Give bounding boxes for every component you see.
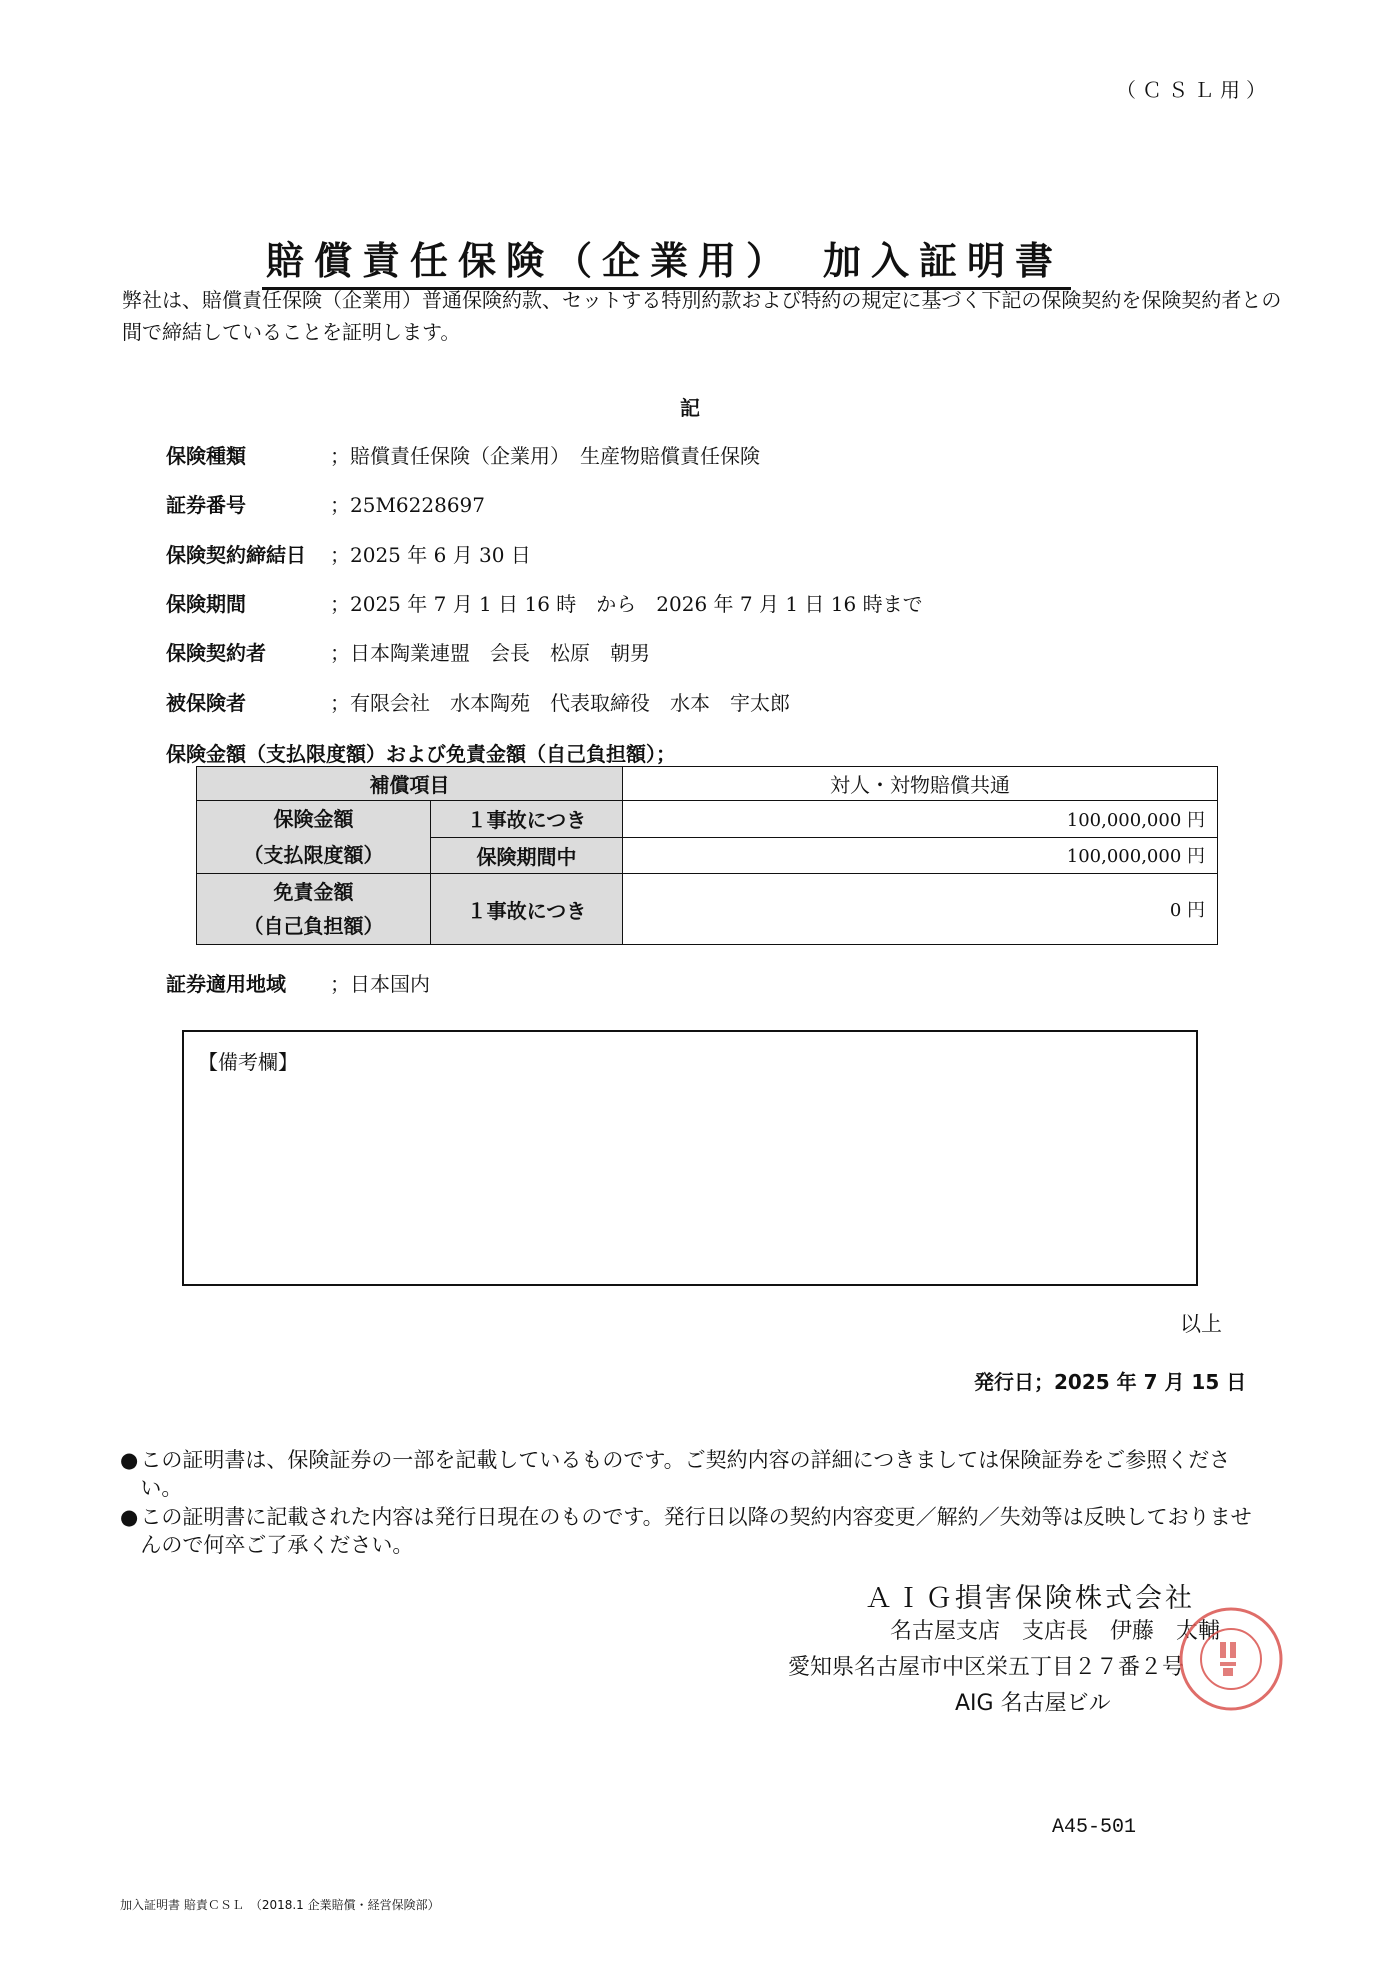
intro-text: 弊社は、賠償責任保険（企業用）普通保険約款、セットする特別約款および特約の規定に基づく下記の保険契約を保険契約者との間で締結していることを証明します。 (122, 288, 1282, 344)
ijou-marker: 以上 (1180, 1312, 1222, 1336)
deductible-label-cell (197, 874, 431, 945)
insured-label: 被保険者 (166, 691, 246, 715)
coverage-table (196, 766, 1218, 945)
insurer-address: 愛知県名古屋市中区栄五丁目２７番２号 (788, 1655, 1185, 1680)
policyholder-label: 保険契約者 (166, 641, 266, 665)
per-period-label: 保険期間中 (431, 837, 623, 874)
limit-label-cell (197, 801, 431, 874)
remarks-label: 【備考欄】 (198, 1050, 298, 1074)
deductible-row (197, 874, 1218, 945)
limit-per-period-value: 100,000,000 円 (623, 837, 1218, 874)
insurance-period-label: 保険期間 (166, 592, 246, 616)
note-2 (120, 1503, 1260, 1559)
insurer-building: AIG 名古屋ビル (955, 1691, 1111, 1716)
policy-number-label: 証券番号 (166, 493, 246, 517)
contract-date-label: 保険契約締結日 (166, 543, 306, 567)
deductible-per-accident-label: １事故につき (431, 874, 623, 945)
limit-label: 保険金額 (273, 807, 354, 831)
insurance-type-value: ；賠償責任保険（企業用） 生産物賠償責任保険 (330, 444, 760, 468)
policyholder-value: ；日本陶業連盟 会長 松原 朝男 (330, 641, 650, 665)
deductible-label-sub: （自己負担額） (243, 914, 384, 938)
limit-row-per-accident (197, 801, 1218, 838)
footer-text: 加入証明書 賠責ＣＳＬ （2018.1 企業賠償・経営保険部） (120, 1898, 440, 1912)
document-code: A45-501 (1052, 1816, 1137, 1839)
insurance-type-label: 保険種類 (166, 444, 246, 468)
coverage-value-header: 対人・対物賠償共通 (623, 767, 1218, 801)
document-title: 賠償責任保険（企業用） 加入証明書 (262, 230, 1071, 290)
note-1-text: この証明書は、保険証券の一部を記載しているものです。ご契約内容の詳細につきましては保険証券をご参照ください。 (140, 1448, 1231, 1500)
coverage-item-header: 補償項目 (197, 767, 623, 801)
policy-number-value: ；25M6228697 (330, 493, 485, 517)
issue-date: 発行日；2025 年 7 月 15 日 (974, 1370, 1247, 1394)
insurance-period-value: ；2025 年 7 月 1 日 16 時 から 2026 年 7 月 1 日 16 時まで (330, 592, 923, 616)
usage-tag: （ＣＳＬ用） (1116, 78, 1272, 102)
insurer-branch: 名古屋支店 支店長 伊藤 太輔 (890, 1619, 1221, 1644)
insured-value: ；有限会社 水本陶苑 代表取締役 水本 宇太郎 (330, 691, 790, 715)
deductible-label: 免責金額 (273, 880, 354, 904)
region-label: 証券適用地域 (166, 972, 286, 996)
company-seal-icon (1176, 1604, 1286, 1714)
bullet-icon: ● (120, 1448, 139, 1472)
limit-per-accident-value: 100,000,000 円 (623, 801, 1218, 838)
per-accident-label: １事故につき (431, 801, 623, 838)
amount-heading: 保険金額（支払限度額）および免責金額（自己負担額）； (166, 742, 676, 766)
remarks-box (182, 1030, 1198, 1286)
bullet-icon: ● (120, 1505, 139, 1529)
contract-date-value: ；2025 年 6 月 30 日 (330, 543, 531, 567)
note-1 (120, 1446, 1260, 1502)
limit-label-sub: （支払限度額） (243, 843, 384, 867)
region-value: ；日本国内 (330, 972, 430, 996)
coverage-header-row (197, 767, 1218, 801)
ki-marker: 記 (680, 396, 700, 420)
note-2-text: この証明書に記載された内容は発行日現在のものです。発行日以降の契約内容変更／解約／失効等は反映しておりませんので何卒ご了承ください。 (140, 1505, 1252, 1557)
insurer-name: ＡＩＧ損害保険株式会社 (865, 1583, 1195, 1614)
deductible-value: 0 円 (623, 874, 1218, 945)
